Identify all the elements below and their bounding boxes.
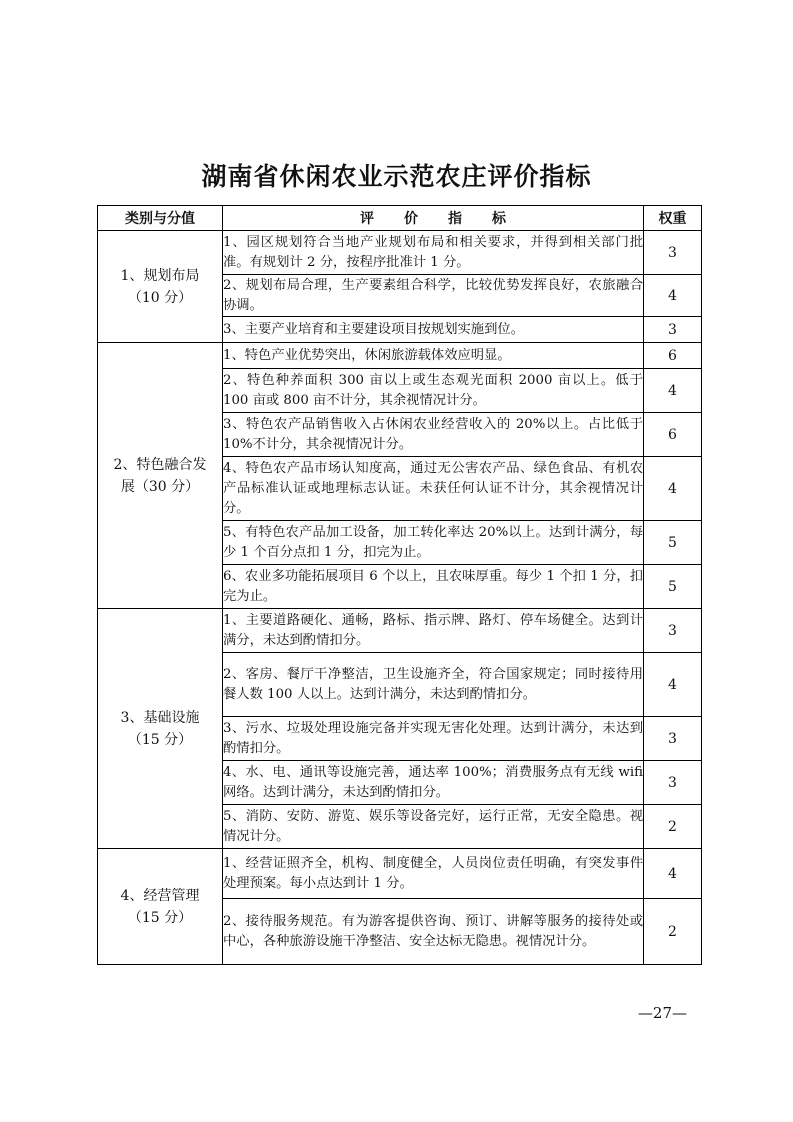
category-cell xyxy=(98,231,223,343)
weight-cell: 6 xyxy=(644,413,702,457)
weight-cell: 3 xyxy=(644,717,702,761)
page-number: —27— xyxy=(637,1004,687,1022)
category-cell xyxy=(98,343,223,609)
category-cell xyxy=(98,609,223,849)
category-cell xyxy=(98,849,223,965)
criteria-cell: 1、主要道路硬化、通畅，路标、指示牌、路灯、停车场健全。达到计满分，未达到酌情扣分。 xyxy=(223,609,644,653)
criteria-cell: 2、特色种养面积 300 亩以上或生态观光面积 2000 亩以上。低于 100 亩或 800 亩不计分，其余视情况计分。 xyxy=(223,369,644,413)
weight-cell: 4 xyxy=(644,275,702,317)
weight-cell: 3 xyxy=(644,761,702,805)
weight-cell: 6 xyxy=(644,343,702,369)
category-score: （10 分） xyxy=(127,289,193,306)
page-title: 湖南省休闲农业示范农庄评价指标 xyxy=(201,162,592,191)
category-score: （15 分） xyxy=(127,731,193,748)
weight-cell: 3 xyxy=(644,231,702,275)
criteria-cell: 4、水、电、通讯等设施完善，通达率 100%；消费服务点有无线 wifi 网络。达到计满分，未达到酌情扣分。 xyxy=(223,761,644,805)
header-weight: 权重 xyxy=(644,206,702,231)
weight-cell: 5 xyxy=(644,565,702,609)
criteria-cell: 1、园区规划符合当地产业规划布局和相关要求，并得到相关部门批准。有规划计 2 分，按程序批准计 1 分。 xyxy=(223,231,644,275)
table-row xyxy=(98,849,702,899)
header-category: 类别与分值 xyxy=(98,206,223,231)
weight-cell: 2 xyxy=(644,805,702,849)
criteria-cell: 3、特色农产品销售收入占休闲农业经营收入的 20%以上。占比低于 10%不计分，其余视情况计分。 xyxy=(223,413,644,457)
weight-cell: 4 xyxy=(644,457,702,521)
table-row xyxy=(98,343,702,369)
table-header-row xyxy=(98,206,702,231)
criteria-cell: 1、经营证照齐全，机构、制度健全，人员岗位责任明确，有突发事件处理预案。每小点达到计 1 分。 xyxy=(223,849,644,899)
criteria-cell: 6、农业多功能拓展项目 6 个以上，且农味厚重。每少 1 个扣 1 分，扣完为止。 xyxy=(223,565,644,609)
weight-cell: 4 xyxy=(644,849,702,899)
category-label: 3、基础设施 xyxy=(120,709,200,726)
criteria-cell: 2、规划布局合理，生产要素组合科学，比较优势发挥良好，农旅融合协调。 xyxy=(223,275,644,317)
criteria-cell: 3、污水、垃圾处理设施完备并实现无害化处理。达到计满分，未达到酌情扣分。 xyxy=(223,717,644,761)
category-score: （15 分） xyxy=(127,909,193,926)
criteria-cell: 4、特色农产品市场认知度高，通过无公害农产品、绿色食品、有机农产品标准认证或地理标志认证。未获任何认证不计分，其余视情况计分。 xyxy=(223,457,644,521)
header-criteria: 评价指标 xyxy=(223,206,644,231)
criteria-cell: 1、特色产业优势突出，休闲旅游载体效应明显。 xyxy=(223,343,644,369)
weight-cell: 2 xyxy=(644,899,702,965)
weight-cell: 4 xyxy=(644,369,702,413)
criteria-cell: 5、消防、安防、游览、娱乐等设备完好，运行正常，无安全隐患。视情况计分。 xyxy=(223,805,644,849)
criteria-cell: 2、客房、餐厅干净整洁，卫生设施齐全，符合国家规定；同时接待用餐人数 100 人以上。达到计满分，未达到酌情扣分。 xyxy=(223,653,644,717)
category-label: 1、规划布局 xyxy=(120,267,200,284)
table-row xyxy=(98,231,702,275)
criteria-cell: 2、接待服务规范。有为游客提供咨询、预订、讲解等服务的接待处或中心，各种旅游设施干净整洁、安全达标无隐患。视情况计分。 xyxy=(223,899,644,965)
weight-cell: 3 xyxy=(644,609,702,653)
weight-cell: 3 xyxy=(644,317,702,343)
evaluation-table xyxy=(97,205,702,965)
category-score: 展（30 分） xyxy=(120,478,200,495)
category-label: 4、经营管理 xyxy=(120,887,200,904)
criteria-cell: 3、主要产业培育和主要建设项目按规划实施到位。 xyxy=(223,317,644,343)
weight-cell: 4 xyxy=(644,653,702,717)
category-label: 2、特色融合发 xyxy=(113,456,207,473)
weight-cell: 5 xyxy=(644,521,702,565)
table-row xyxy=(98,609,702,653)
criteria-cell: 5、有特色农产品加工设备，加工转化率达 20%以上。达到计满分，每少 1 个百分点扣 1 分，扣完为止。 xyxy=(223,521,644,565)
